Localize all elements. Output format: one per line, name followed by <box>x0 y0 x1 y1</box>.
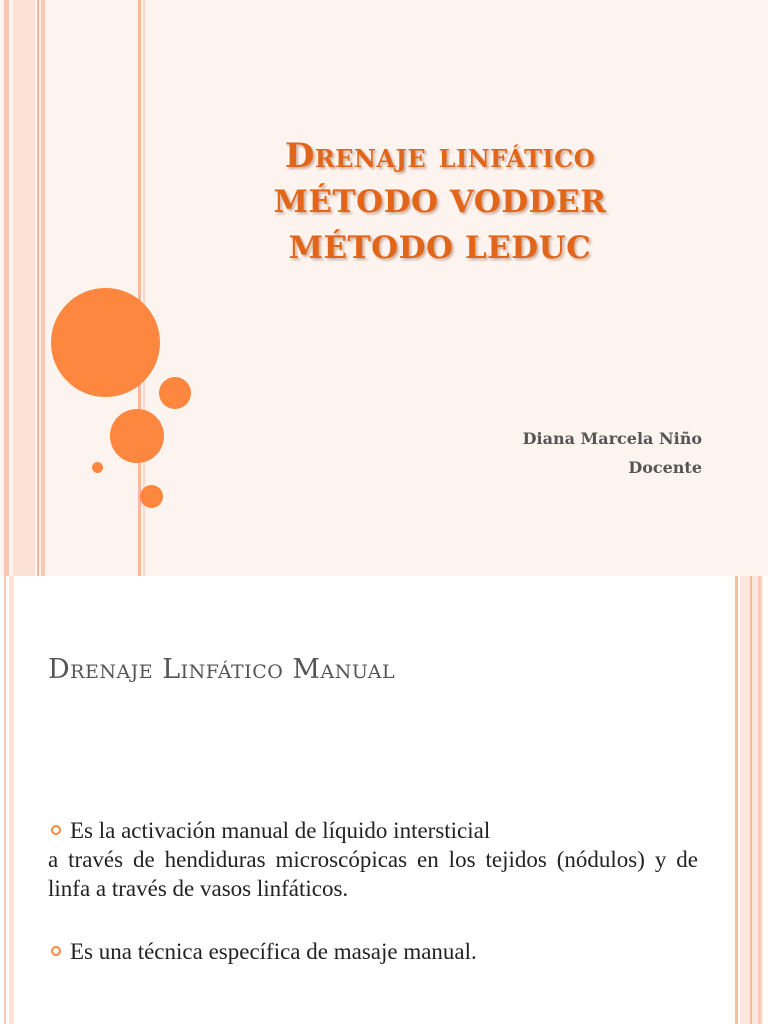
slide-heading: Drenaje Linfático Manual <box>48 654 396 685</box>
decorative-stripe <box>37 0 39 576</box>
author-block <box>523 424 702 482</box>
decorative-circle <box>110 409 164 463</box>
decorative-stripe <box>4 576 6 1024</box>
decorative-stripe <box>750 576 752 1024</box>
content-slide <box>0 576 768 1024</box>
title-line: MÉTODO VODDER <box>273 184 607 220</box>
decorative-circle <box>92 462 103 473</box>
decorative-stripe <box>758 576 761 1024</box>
decorative-stripe <box>138 0 141 576</box>
decorative-circle <box>140 485 163 508</box>
slide-title <box>165 133 715 271</box>
decorative-circle <box>51 288 160 397</box>
title-line: MÉTODO LEDUC <box>288 230 592 266</box>
list-item <box>48 816 698 845</box>
bullet-text: Es una técnica específica de masaje manual. <box>70 939 477 964</box>
decorative-stripe <box>9 576 14 1024</box>
decorative-stripe <box>4 0 9 576</box>
bullet-circle-icon <box>51 946 61 956</box>
title-line: Drenaje linfático <box>284 136 596 176</box>
decorative-stripe <box>41 0 45 576</box>
decorative-stripe <box>13 0 35 576</box>
bullet-text: Es la activación manual de líquido intersticial <box>70 818 491 843</box>
author-name: Diana Marcela Niño <box>522 429 702 448</box>
body-paragraph: a través de hendiduras microscópicas en los tejidos (nódulos) y de linfa a través de vasos linfáticos. <box>48 847 698 901</box>
author-role: Docente <box>628 458 702 477</box>
bullet-list <box>48 816 698 966</box>
decorative-stripe <box>735 576 738 1024</box>
decorative-circle <box>159 377 191 409</box>
bullet-circle-icon <box>51 825 61 835</box>
list-item <box>48 937 698 966</box>
